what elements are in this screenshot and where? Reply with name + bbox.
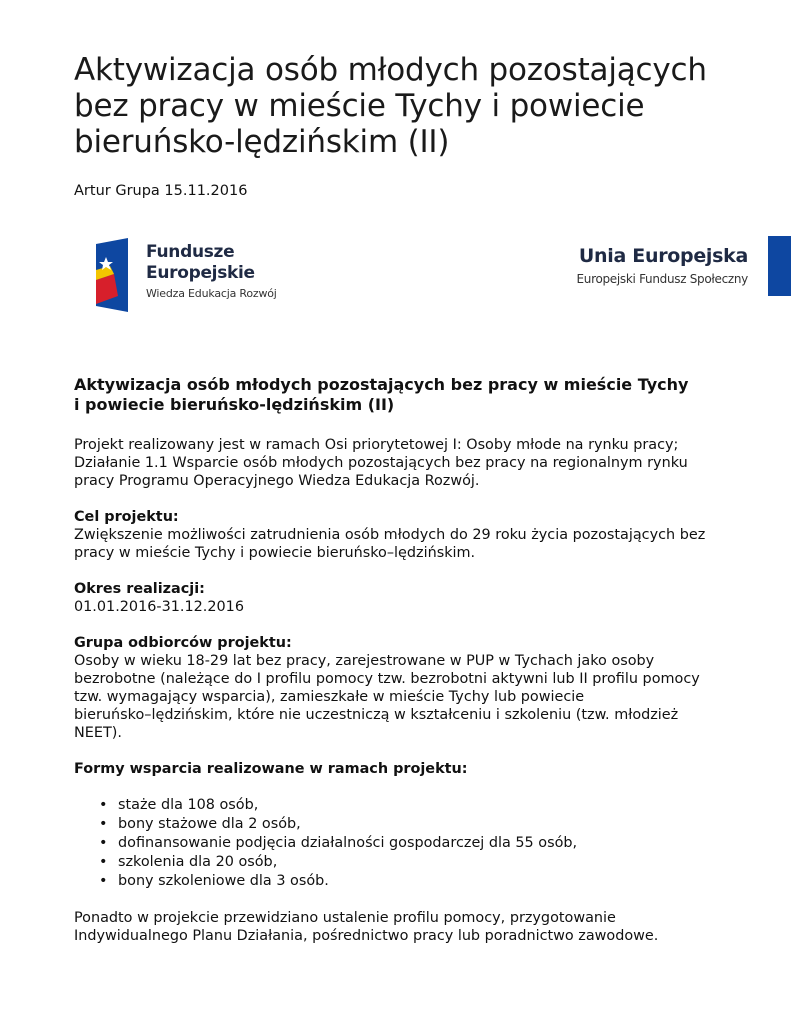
goal-section [74,508,764,562]
list-item: • bony stażowe dla 2 osób, [74,815,764,834]
list-item: • szkolenia dla 20 osób, [74,853,764,872]
text-line: Indywidualnego Planu Działania, pośrednictwo pracy lub poradnictwo zawodowe. [74,928,659,944]
text-line: bieruńsko–lędzińskim, które nie uczestniczą w kształceniu i szkoleniu (tzw. młodzież [74,707,679,723]
fe-line3: Wiedza Edukacja Rozwój [146,287,277,300]
fundusze-europejskie-logo [94,236,294,312]
text-line: Zwiększenie możliwości zatrudnienia osób młodych do 29 roku życia pozostających bez [74,527,706,543]
heading-line: Aktywizacja osób młodych pozostających bez pracy w mieście Tychy [74,375,689,394]
closing-paragraph [74,909,764,945]
text-line: pracy w mieście Tychy i powiecie bieruńsko–lędzińskim. [74,545,476,561]
list-item: • bony szkoleniowe dla 3 osób. [74,872,764,891]
text-line: NEET). [74,725,122,741]
text-line: Osoby w wieku 18-29 lat bez pracy, zarejestrowane w PUP w Tychach jako osoby [74,653,655,669]
page-header [74,52,764,200]
author-name[interactable]: Artur Grupa [74,183,160,199]
period-section [74,580,764,616]
fe-line1: Fundusze [146,242,235,262]
text-line: tzw. wymagający wsparcia), zamieszkałe w mieście Tychy lub powiecie [74,689,585,705]
text-line: Ponadto w projekcie przewidziano ustalenie profilu pomocy, przygotowanie [74,910,616,926]
article-body [74,375,764,945]
logo-bar [0,236,791,316]
page-title [74,52,764,160]
post-meta [74,182,764,200]
text-line: bezrobotne (należące do I profilu pomocy tzw. bezrobotni aktywni lub II profilu pomocy [74,671,700,687]
period-label: Okres realizacji: [74,581,205,597]
post-date: 15.11.2016 [164,183,248,199]
forms-list [74,796,764,891]
heading-line: i powiecie bieruńsko-lędzińskim (II) [74,395,395,414]
title-line: bez pracy w mieście Tychy i powiecie [74,88,645,124]
ue-line2: Europejski Fundusz Społeczny [576,272,748,286]
title-line: bieruńsko-lędzińskim (II) [74,124,450,160]
unia-europejska-logo [548,244,748,288]
forms-label: Formy wsparcia realizowane w ramach projektu: [74,761,468,777]
goal-label: Cel projektu: [74,509,179,525]
eu-flag-icon [768,236,791,296]
list-item: • staże dla 108 osób, [74,796,764,815]
fe-flag-icon [94,238,134,312]
title-line: Aktywizacja osób młodych pozostających [74,52,707,88]
fe-text [146,242,277,302]
text-line: Projekt realizowany jest w ramach Osi priorytetowej I: Osoby młode na rynku pracy; [74,437,679,453]
list-item: • dofinansowanie podjęcia działalności gospodarczej dla 55 osób, [74,834,764,853]
group-section [74,634,764,742]
period-value: 01.01.2016-31.12.2016 [74,599,244,615]
text-line: pracy Programu Operacyjnego Wiedza Edukacja Rozwój. [74,473,480,489]
group-label: Grupa odbiorców projektu: [74,635,292,651]
fe-line2: Europejskie [146,263,255,283]
article-heading [74,375,764,415]
intro-paragraph [74,436,764,490]
ue-line1: Unia Europejska [578,245,748,267]
text-line: Działanie 1.1 Wsparcie osób młodych pozostających bez pracy na regionalnym rynku [74,455,688,471]
